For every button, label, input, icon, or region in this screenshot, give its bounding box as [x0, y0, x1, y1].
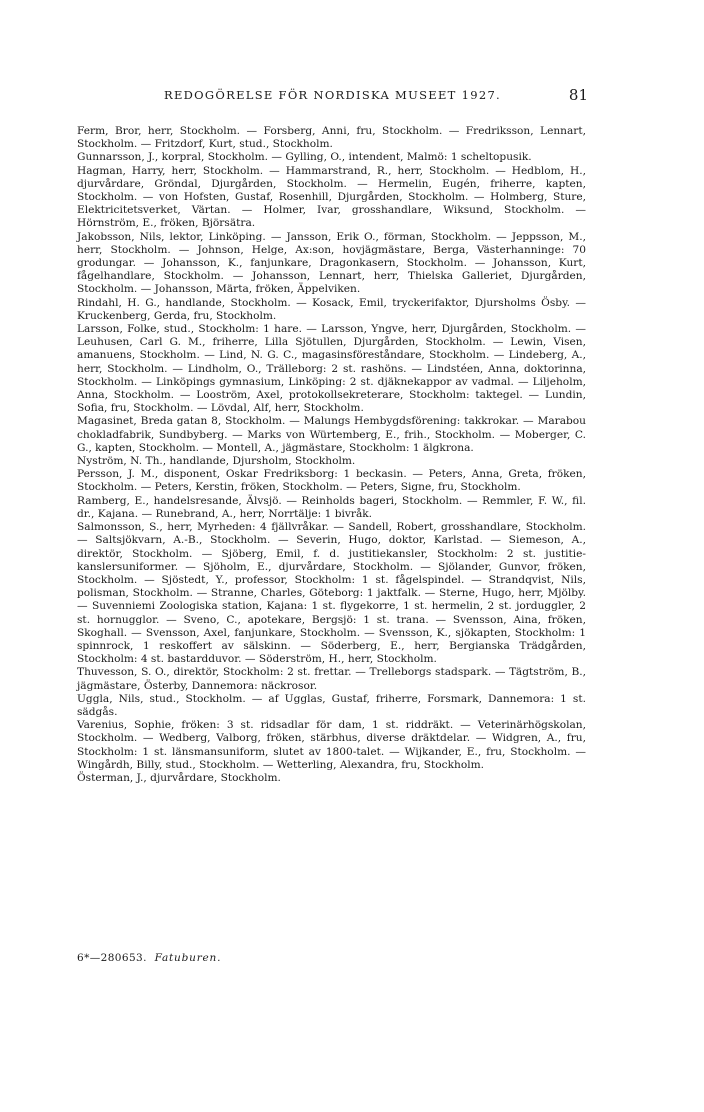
footer [77, 952, 221, 964]
paragraph-f: Ferm, Bror, herr, Stockholm. — Forsberg, Anni, fru, Stockholm. — Fredriksson, Lennart, Stockholm. — Fritzdorf, Kurt, stud., Stockholm. [77, 125, 586, 151]
paragraph-s: Salmonsson, S., herr, Myrheden: 4 fjällvråkar. — Sandell, Robert, grosshandlare, Stockholm. — Saltsjökvarn, A.-B., Stockholm. — Severin, Hugo, doktor, Karlstad. — Siemeson, A., direktör, Stockholm. — Sjöberg, Emil, f. d. justitiekansler, Stockholm: 2 st. justitie-kanslersuniformer. — Sjöholm, E., djurvårdare, Stockholm. — Sjölander, Gunvor, fröken, Stockholm. — Sjöstedt, Y., professor, Stockholm: 1 st. fågelspindel. — Strandqvist, Nils, polisman, Stockholm. — Stranne, Charles, Göteborg: 1 jaktfalk. — Sterne, Hugo, herr, Mjölby. — Suvenniemi Zoologiska station, Kajana: 1 st. flygekorre, 1 st. hermelin, 2 st. jorduggler, 2 st. hornugglor. — Sveno, C., apotekare, Bergsjö: 1 st. trana. — Svensson, Aina, fröken, Skoghall. — Svensson, Axel, fanjunkare, Stockholm. — Svensson, K., sjökapten, Stockholm: 1 spinnrock, 1 reskoffert av sälskinn. — Söderberg, E., herr, Bergianska Trädgården, Stockholm: 4 st. bastardduvor. — Söderström, H., herr, Stockholm. [77, 521, 586, 666]
signature-mark: 6*—280653. [77, 952, 147, 964]
paragraph-t: Thuvesson, S. O., direktör, Stockholm: 2 st. frettar. — Trelleborgs stadspark. — Tägtström, B., jägmästare, Österby, Dannemora: näckrosor. [77, 666, 586, 692]
printer-name: Fatuburen. [154, 952, 222, 964]
paragraph-j: Jakobsson, Nils, lektor, Linköping. — Jansson, Erik O., förman, Stockholm. — Jeppsson, M., herr, Stockholm. — Johnson, Helge, Ax:son, hovjägmästare, Berga, Västerhanninge: 70 grodungar. — Johansson, K., fanjunkare, Dragonkasern, Stockholm. — Johansson, Kurt, fågelhandlare, Stockholm. — Johansson, Lennart, herr, Thielska Galleriet, Djurgården, Stockholm. — Johansson, Märta, fröken, Äppelviken. [77, 230, 586, 296]
paragraph-p: Persson, J. M., disponent, Oskar Fredriksborg: 1 beckasin. — Peters, Anna, Greta, fröken, Stockholm. — Peters, Kerstin, fröken, Stockholm. — Peters, Signe, fru, Stockholm. [77, 468, 586, 494]
paragraph-m: Magasinet, Breda gatan 8, Stockholm. — Malungs Hembygdsförening: takkrokar. — Marabou chokladfabrik, Sundbyberg. — Marks von Würtemberg, E., frih., Stockholm. — Moberger, C. G., kapten, Stockholm. — Montell, A., jägmästare, Stockholm: 1 älgkrona. [77, 415, 586, 454]
page-number: 81 [568, 86, 588, 104]
paragraph-v-w: Varenius, Sophie, fröken: 3 st. ridsadlar för dam, 1 st. riddräkt. — Veterinärhögskolan, Stockholm. — Wedberg, Valborg, fröken, stärbhus, diverse dräktdelar. — Widgren, A., fru, Stockholm: 1 st. länsmansuniform, slutet av 1800-talet. — Wijkander, E., fru, Stockholm. — Wingårdh, Billy, stud., Stockholm. — Wetterling, Alexandra, fru, Stockholm. [77, 719, 586, 771]
paragraph-h: Hagman, Harry, herr, Stockholm. — Hammarstrand, R., herr, Stockholm. — Hedblom, H., djurvårdare, Gröndal, Djurgården, Stockholm. — Hermelin, Eugén, friherre, kapten, Stockholm. — von Hofsten, Gustaf, Rosenhill, Djurgården, Stockholm. — Holmberg, Sture, Elektricitetsverket, Värtan. — Holmer, Ivar, grosshandlare, Wiksund, Stockholm. — Hörnström, E., fröken, Björsätra. [77, 164, 586, 230]
paragraph-n: Nyström, N. Th., handlande, Djursholm, Stockholm. [77, 455, 356, 468]
running-title: REDOGÖRELSE FÖR NORDISKA MUSEET 1927. [164, 88, 502, 102]
paragraph-r: Ramberg, E., handelsresande, Älvsjö. — Reinholds bageri, Stockholm. — Remmler, F. W., fil. dr., Kajana. — Runebrand, A., herr, Norrtälje: 1 bivråk. [77, 494, 586, 520]
paragraph-k: Rindahl, H. G., handlande, Stockholm. — Kosack, Emil, tryckerifaktor, Djursholms Ösby. — Kruckenberg, Gerda, fru, Stockholm. [77, 296, 586, 322]
page-header [70, 86, 588, 106]
paragraph-g: Gunnarsson, J., korpral, Stockholm. — Gylling, O., intendent, Malmö: 1 scheltopusik. [77, 151, 532, 164]
paragraph-o: Österman, J., djurvårdare, Stockholm. [77, 771, 281, 784]
paragraph-l: Larsson, Folke, stud., Stockholm: 1 hare. — Larsson, Yngve, herr, Djurgården, Stockholm. — Leuhusen, Carl G. M., friherre, Lilla Sjötullen, Djurgården, Stockholm. — Lewin, Visen, amanuens, Stockholm. — Lind, N. G. C., magasinsföreståndare, Stockholm. — Lindeberg, A., herr, Stockholm. — Lindholm, O., Trälleborg: 2 st. rashöns. — Lindstéen, Anna, doktorinna, Stockholm. — Linköpings gymnasium, Linköping: 2 st. djäknekappor av vadmal. — Liljeholm, Anna, Stockholm. — Looström, Axel, protokollsekreterare, Stockholm: taktegel. — Lundin, Sofia, fru, Stockholm. — Lövdal, Alf, herr, Stockholm. [77, 323, 586, 415]
paragraph-u: Uggla, Nils, stud., Stockholm. — af Ugglas, Gustaf, friherre, Forsmark, Dannemora: 1 st. sädgås. [77, 692, 586, 718]
donor-list [77, 125, 586, 785]
